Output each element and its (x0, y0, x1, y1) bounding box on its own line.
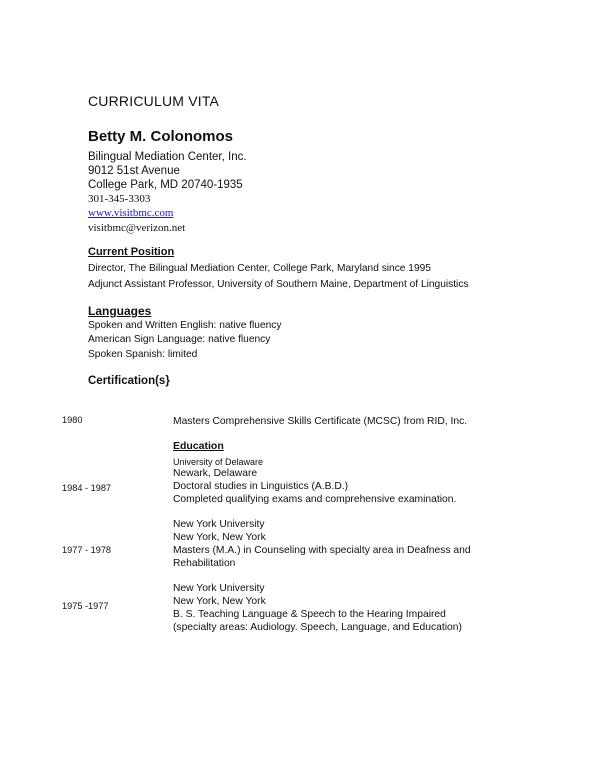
certification-text: Masters Comprehensive Skills Certificate (MCSC) from RID, Inc. (173, 416, 468, 427)
education-line: New York, New York (173, 532, 266, 543)
education-line: New York, New York (173, 596, 266, 607)
education-line: New York University (173, 583, 265, 594)
education-line: New York University (173, 519, 265, 530)
email-address: visitbmc@verizon.net (88, 222, 186, 234)
education-line: University of Delaware (173, 457, 264, 467)
education-year: 1977 - 1978 (62, 545, 112, 555)
address-phone: 301-345-3303 (88, 193, 151, 205)
education-line: Completed qualifying exams and comprehensive examination. (173, 494, 457, 505)
languages-heading: Languages (88, 304, 152, 318)
education-line: Doctoral studies in Linguistics (A.B.D.) (173, 481, 349, 492)
address-city: College Park, MD 20740-1935 (88, 179, 243, 191)
document-title: CURRICULUM VITA (88, 93, 220, 109)
language-line: Spoken Spanish: limited (88, 349, 198, 360)
current-position-line: Director, The Bilingual Mediation Center, College Park, Maryland since 1995 (88, 263, 431, 274)
certification-year: 1980 (62, 415, 83, 425)
current-position-heading: Current Position (88, 246, 175, 258)
current-position-line: Adjunct Assistant Professor, University of Southern Maine, Department of Linguistics (88, 279, 469, 290)
education-year: 1984 - 1987 (62, 483, 112, 493)
language-line: Spoken and Written English: native fluency (88, 320, 282, 331)
education-line: (specialty areas: Audiology. Speech, Language, and Education) (173, 622, 462, 633)
education-line: Newark, Delaware (173, 468, 258, 479)
education-line: Rehabilitation (173, 558, 236, 569)
education-line: B. S. Teaching Language & Speech to the Hearing Impaired (173, 609, 446, 620)
education-line: Masters (M.A.) in Counseling with specialty area in Deafness and (173, 545, 471, 556)
person-name: Betty M. Colonomos (88, 128, 233, 145)
education-year: 1975 -1977 (62, 601, 109, 611)
language-line: American Sign Language: native fluency (88, 334, 271, 345)
address-org: Bilingual Mediation Center, Inc. (88, 151, 247, 163)
certification-heading: Certification(s} (88, 375, 170, 387)
education-heading: Education (173, 440, 224, 452)
address-street: 9012 51st Avenue (88, 165, 180, 177)
website-link[interactable]: www.visitbmc.com (88, 207, 174, 219)
